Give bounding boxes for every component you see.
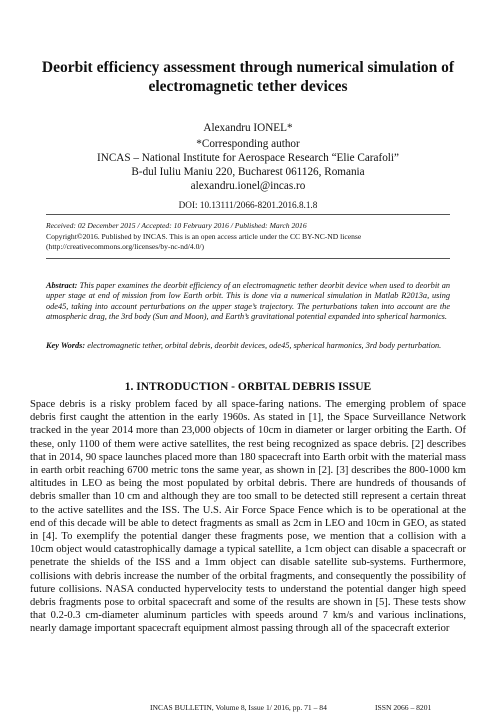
author-name: Alexandru IONEL* [203,122,293,134]
corresponding-note: *Corresponding author [196,138,300,150]
page-footer [150,703,464,712]
section-heading: 1. INTRODUCTION - ORBITAL DEBRIS ISSUE [124,381,372,393]
publication-info [46,221,466,253]
footer-journal: INCAS BULLETIN, Volume 8, Issue 1/ 2016, pp. 71 – 84 [150,703,327,712]
keywords-label: Key Words: [46,341,86,350]
abstract [46,281,450,323]
body-paragraph: Space debris is a risky problem faced by all space-faring nations. The emerging problem of space debris first caught the attention in the early 1960s. As stated in [1], the Space Surveillance Network tracked in the year 2014 more than 23,000 objects of 10cm in diameter or larger orbiting the Earth. Of these, only 1100 of them were active satellites, the rest being recognized as space debris. [2] describes that in 2014, 90 space launches placed more than 180 spacecraft into Earth orbit with the material mass in earth orbit reaching 6700 metric tons the same year, as shown in [2]. [3] describes the 800-1000 km altitudes in LEO as being the most populated by orbital debris. There are hundreds of thousands of debris smaller than 10 cm and although they are too small to be detected still represent a certain threat to the active satellites and the ISS. The U.S. Air Force Space Fence which is to be operational at the end of this decade will be able to detect fragments as small as 2cm in LEO and 10cm in GEO, as stated in [4]. To exemplify the potential danger these fragments pose, we mention that a collision with a 10cm object would catastrophically damage a typical satellite, a 1cm object can disable a spacecraft or penetrate the shields of the ISS and a 1mm object can disable satellite sub-systems. Furthermore, collisions with debris increase the number of the orbital fragments, and consequently the possibility of future collisions. NASA conducted hypervelocity tests to understand the potential danger high speed debris fragments pose to orbital spacecraft and some of the results are shown in [5]. These tests show that 0.2-0.3 cm-diameter aluminum particles with speeds around 7 km/s and various inclinations, nearly damage important spacecraft equipment almost passing through all of the spacecraft exterior [30,399,466,635]
affiliation-institute: INCAS – National Institute for Aerospace Research “Elie Carafoli” [97,152,399,164]
author-email[interactable]: alexandru.ionel@incas.ro [190,180,306,192]
copyright-notice: Copyright©2016. Published by INCAS. This is an open access article under the CC BY-NC-ND license (http://creativecommons.org/licenses/by-nc-nd/4.0/) [46,231,362,251]
publication-dates: Received: 02 December 2015 / Accepted: 10 February 2016 / Published: March 2016 [46,221,307,230]
paper-title: Deorbit efficiency assessment through numerical simulation of electromagnetic tether devices [41,59,455,95]
doi[interactable]: DOI: 10.13111/2066-8201.2016.8.1.8 [178,200,318,210]
keywords-text: electromagnetic tether, orbital debris, deorbit devices, ode45, spherical harmonics, 3rd body perturbation. [87,341,442,350]
divider-bottom [46,258,450,259]
divider-top [46,214,450,215]
footer-issn: ISSN 2066 – 8201 [375,703,432,712]
affiliation-address: B-dul Iuliu Maniu 220, Bucharest 061126, Romania [131,166,365,178]
abstract-label: Abstract: [46,281,78,290]
abstract-text: This paper examines the deorbit efficiency of an electromagnetic tether deorbit device when used to deorbit an upper stage at end of mission from low Earth orbit. This is done via a numerical simulation in Matlab R2013a, using ode45, taking into account perturbations on the upper stage’s trajectory. The perturbations taken into account are the atmospheric drag, the 3rd body (Sun and Moon), and Earth’s gravitational potential expanded into spherical harmonics. [46,281,450,322]
keywords [46,341,450,351]
